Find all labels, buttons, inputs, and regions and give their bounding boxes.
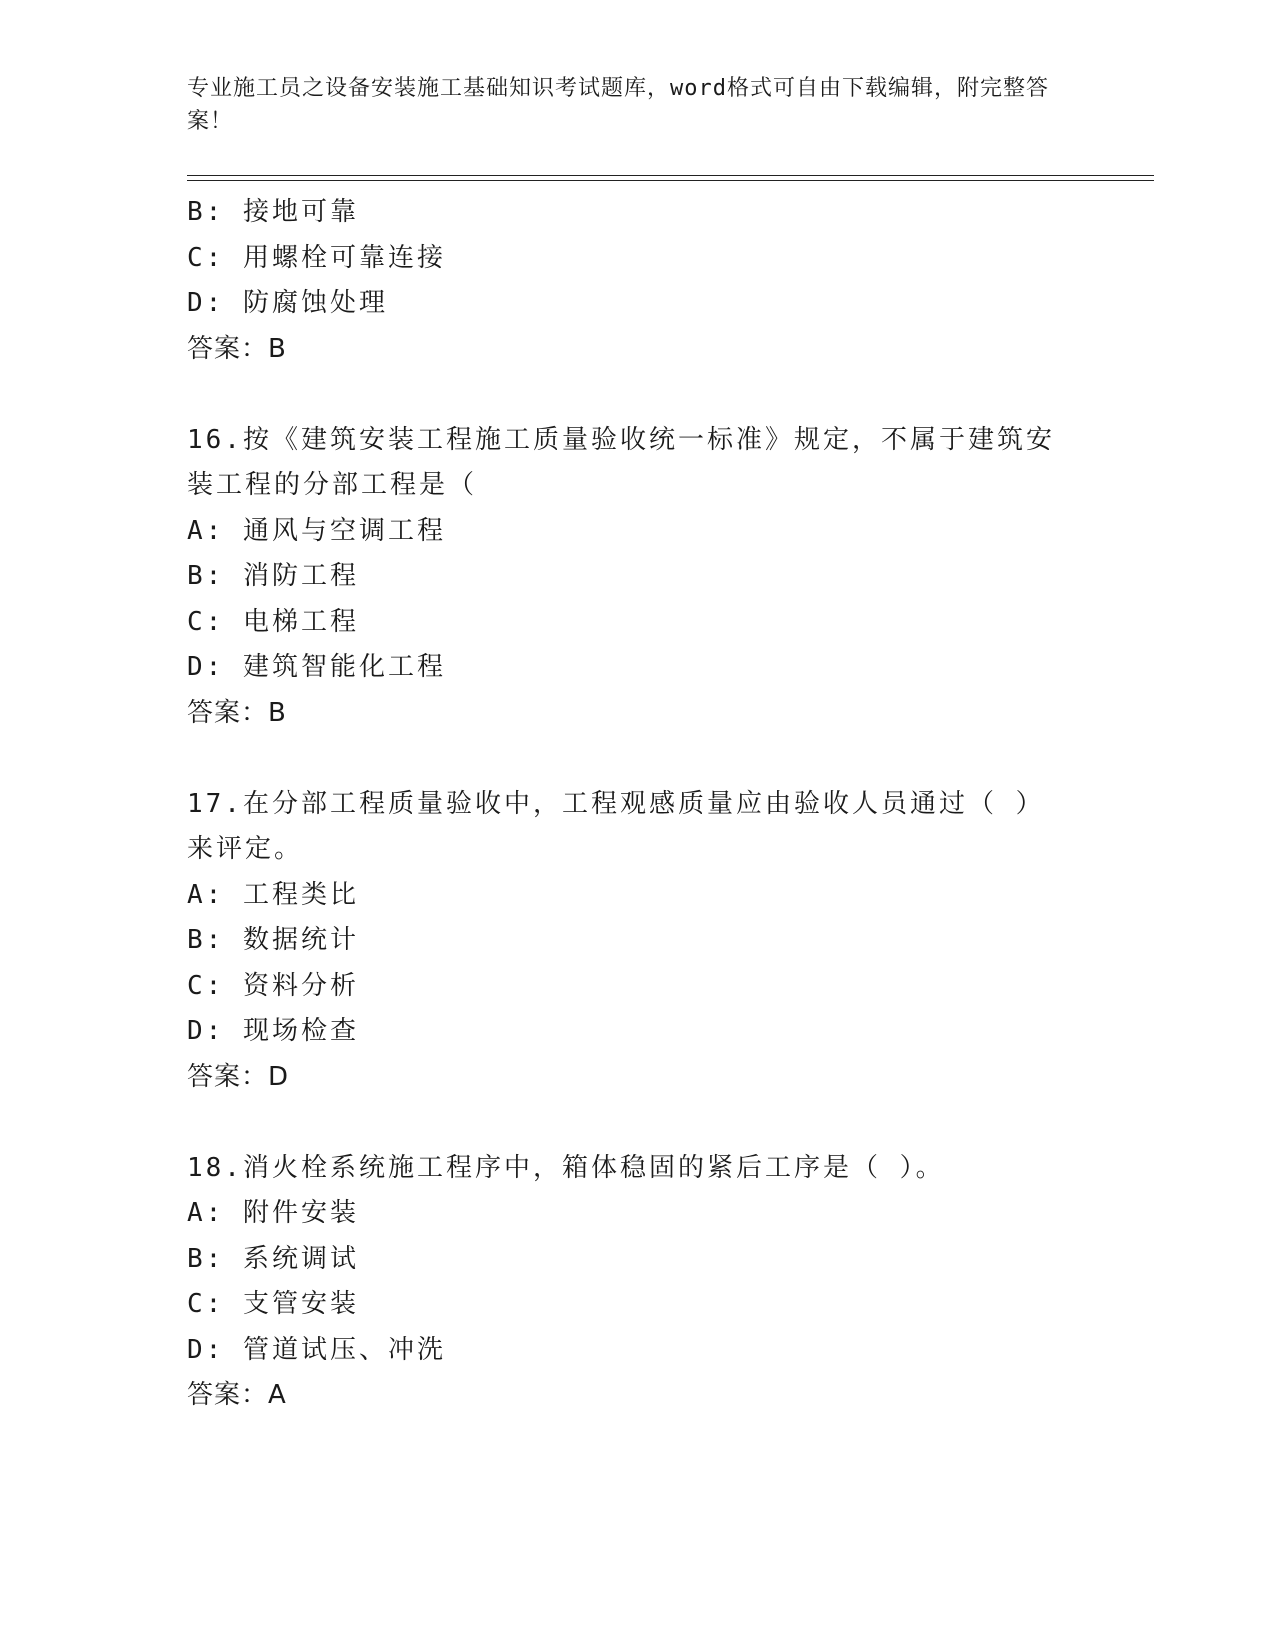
question-content: [187, 190, 1087, 1419]
option-d: D: 管道试压、冲洗: [187, 1334, 446, 1365]
option-b: B: 系统调试: [187, 1243, 359, 1274]
answer: 答案：B: [187, 697, 287, 728]
header-divider-bottom: [187, 180, 1154, 181]
option-c: C: 用螺栓可靠连接: [187, 242, 446, 273]
question-text: 18.消火栓系统施工程序中，箱体稳固的紧后工序是（ ）。: [187, 1152, 945, 1183]
question-text: 16.按《建筑安装工程施工质量验收统一标准》规定，不属于建筑安装工程的分部工程是（: [187, 424, 1055, 500]
option-d: D: 防腐蚀处理: [187, 288, 388, 318]
header-divider-top: [187, 175, 1154, 176]
spacer: [187, 736, 1087, 782]
spacer: [187, 372, 1087, 418]
option-a: A: 工程类比: [187, 879, 359, 910]
answer: 答案：B: [187, 333, 287, 364]
option-d: D: 建筑智能化工程: [187, 652, 446, 682]
question-16: [187, 418, 1087, 737]
option-a: A: 附件安装: [187, 1198, 359, 1228]
option-c: C: 电梯工程: [187, 606, 359, 637]
question-18: [187, 1146, 1087, 1419]
option-b: B: 接地可靠: [187, 197, 359, 227]
option-d: D: 现场检查: [187, 1016, 359, 1046]
option-b: B: 消防工程: [187, 561, 359, 591]
question-17: [187, 782, 1087, 1101]
question-text: 17.在分部工程质量验收中，工程观感质量应由验收人员通过（ ）来评定。: [187, 788, 1045, 864]
spacer: [187, 1100, 1087, 1146]
option-a: A: 通风与空调工程: [187, 515, 446, 546]
answer: 答案：A: [187, 1380, 287, 1410]
page-header: 专业施工员之设备安装施工基础知识考试题库，word格式可自由下载编辑，附完整答案！: [187, 76, 1049, 134]
option-c: C: 支管安装: [187, 1289, 359, 1319]
answer: 答案：D: [187, 1061, 290, 1092]
option-c: C: 资料分析: [187, 970, 359, 1001]
option-b: B: 数据统计: [187, 925, 359, 955]
prev-question-options: [187, 190, 1087, 372]
